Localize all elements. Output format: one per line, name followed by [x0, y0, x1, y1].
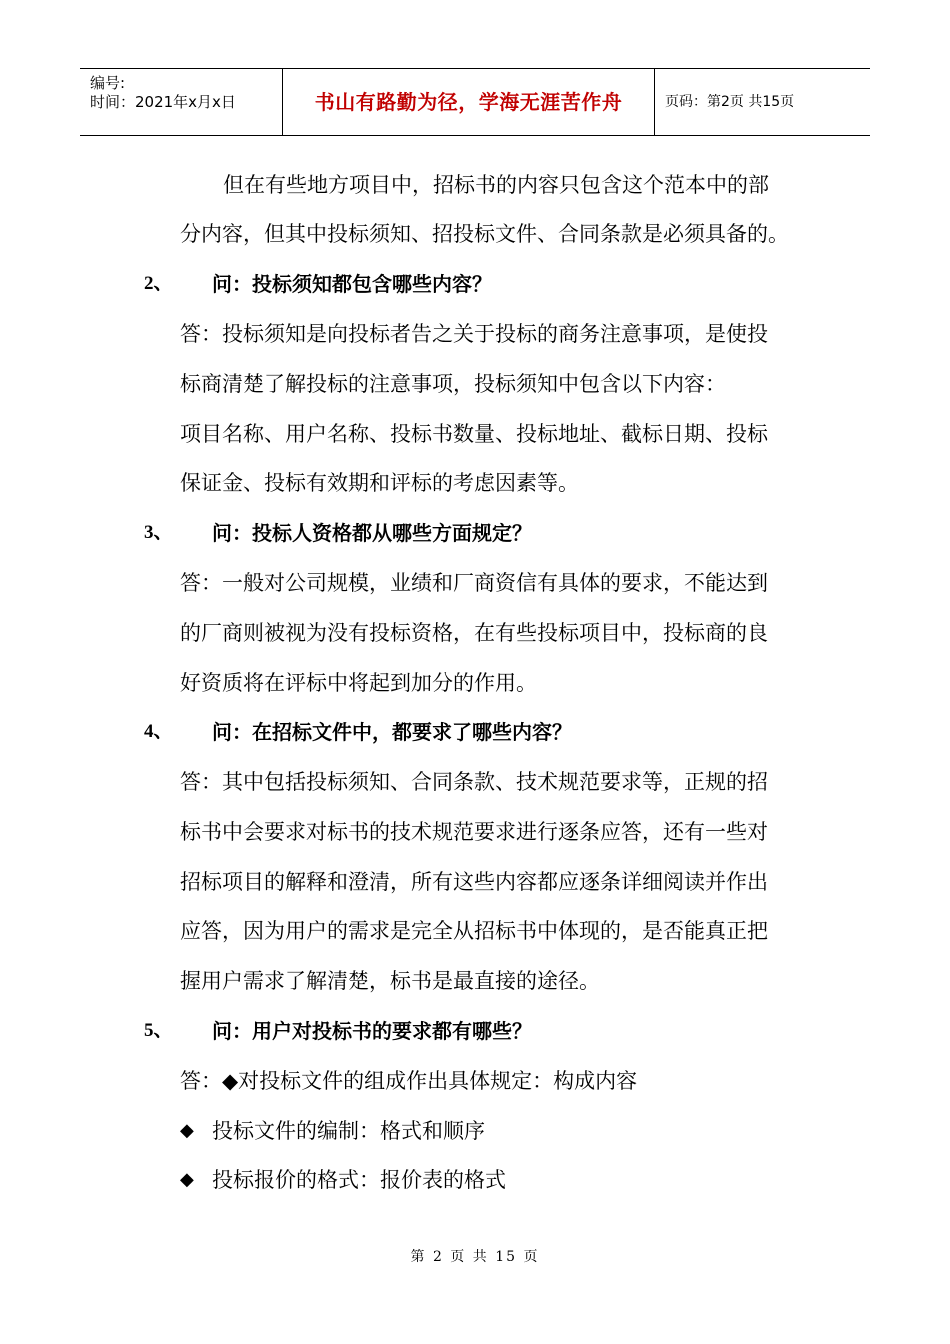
answer-line: 标商清楚了解投标的注意事项，投标须知中包含以下内容： — [180, 372, 726, 396]
diamond-bullet-icon: ◆ — [180, 1169, 194, 1190]
page-footer: 第 2 页 共 15 页 — [410, 1249, 540, 1265]
answer-line: 保证金、投标有效期和评标的考虑因素等。 — [180, 471, 579, 495]
answer-line: 项目名称、用户名称、投标书数量、投标地址、截标日期、投标 — [180, 422, 768, 446]
bullet-item: 投标报价的格式：报价表的格式 — [212, 1168, 506, 1192]
question-number: 5、 — [144, 1020, 173, 1041]
answer-line: 的厂商则被视为没有投标资格，在有些投标项目中，投标商的良 — [180, 621, 768, 645]
answer-line: 答：一般对公司规模，业绩和厂商资信有具体的要求，不能达到 — [180, 571, 768, 595]
answer-line: 答：其中包括投标须知、合同条款、技术规范要求等，正规的招 — [180, 770, 768, 794]
answer-line: 好资质将在评标中将起到加分的作用。 — [180, 671, 537, 695]
question-number: 3、 — [144, 522, 173, 543]
question-heading: 问：投标人资格都从哪些方面规定？ — [212, 521, 532, 545]
page-header — [80, 68, 870, 136]
question-heading: 问：在招标文件中，都要求了哪些内容？ — [212, 720, 572, 744]
answer-line: 答：投标须知是向投标者告之关于投标的商务注意事项，是使投 — [180, 322, 768, 346]
document-number-label: 编号: — [90, 74, 126, 92]
header-page-number: 页码：第2页 共15页 — [665, 94, 795, 110]
answer-line: 握用户需求了解清楚，标书是最直接的途径。 — [180, 969, 600, 993]
question-heading: 问：投标须知都包含哪些内容？ — [212, 272, 492, 296]
paragraph-line: 分内容，但其中投标须知、招投标文件、合同条款是必须具备的。 — [180, 222, 789, 246]
answer-line: 招标项目的解释和澄清，所有这些内容都应逐条详细阅读并作出 — [180, 870, 768, 894]
question-number: 2、 — [144, 273, 173, 294]
header-meta — [80, 69, 283, 135]
answer-line: 标书中会要求对标书的技术规范要求进行逐条应答，还有一些对 — [180, 820, 768, 844]
answer-line: 应答，因为用户的需求是完全从招标书中体现的，是否能真正把 — [180, 919, 768, 943]
header-motto: 书山有路勤为径，学海无涯苦作舟 — [283, 69, 655, 135]
document-date-label: 时间：2021年x月x日 — [90, 93, 236, 111]
paragraph-line: 但在有些地方项目中，招标书的内容只包含这个范本中的部 — [223, 173, 769, 197]
answer-line: 答：◆对投标文件的组成作出具体规定：构成内容 — [180, 1069, 638, 1093]
question-heading: 问：用户对投标书的要求都有哪些？ — [212, 1019, 532, 1043]
question-number: 4、 — [144, 721, 173, 742]
bullet-item: 投标文件的编制：格式和顺序 — [212, 1119, 485, 1143]
diamond-bullet-icon: ◆ — [180, 1120, 194, 1141]
